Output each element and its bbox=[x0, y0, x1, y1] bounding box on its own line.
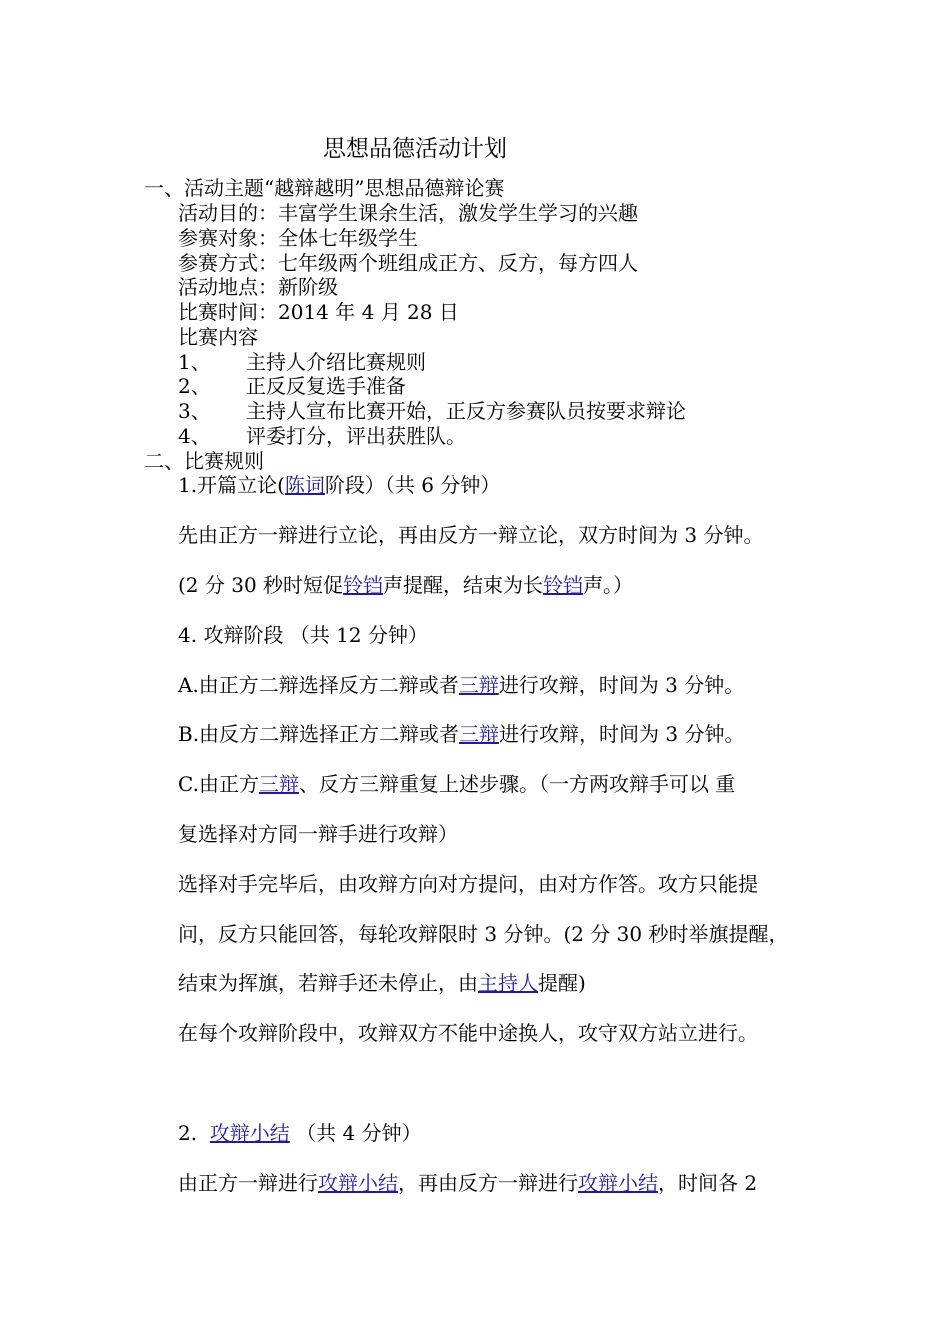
competition-format: 参赛方式：七年级两个班组成正方、反方，每方四人 bbox=[178, 251, 638, 275]
summary-suffix: （共 4 分钟） bbox=[289, 1121, 422, 1145]
link-third-debater[interactable]: 三辩 bbox=[459, 722, 500, 746]
content-heading: 比赛内容 bbox=[178, 325, 258, 349]
attack-rule-a bbox=[178, 672, 744, 698]
rule-text: 、反方三辩重复上述步骤。（一方两攻辩手可以 重 bbox=[298, 772, 736, 796]
summary-paragraph bbox=[178, 1170, 757, 1196]
rule-text: 进行攻辩，时间为 3 分钟。 bbox=[498, 673, 745, 697]
link-third-debater[interactable]: 三辩 bbox=[258, 772, 299, 796]
rule-text: 提醒) bbox=[538, 971, 586, 995]
rule-text: 结束为挥旗，若辩手还未停止，由 bbox=[178, 971, 478, 995]
bell-note-text: 声提醒，结束为长 bbox=[383, 573, 544, 597]
rule-text: A.由正方二辩选择反方二辩或者 bbox=[178, 673, 459, 697]
rule-text: ，再由反方一辩进行 bbox=[398, 1171, 578, 1195]
list-item-number: 1、 bbox=[178, 350, 211, 374]
rule-text: B.由反方二辩选择正方二辩或者 bbox=[178, 722, 460, 746]
list-item-text: 主持人介绍比赛规则 bbox=[246, 350, 426, 374]
attack-heading: 4. 攻辩阶段 （共 12 分钟） bbox=[178, 623, 428, 647]
opening-prefix: 1.开篇立论( bbox=[178, 473, 285, 497]
summary-number: 2. bbox=[178, 1121, 210, 1145]
link-chenci[interactable]: 陈词 bbox=[284, 473, 325, 497]
link-bell[interactable]: 铃铛 bbox=[343, 573, 384, 597]
list-item bbox=[178, 423, 466, 449]
rule-text: ，时间各 2 bbox=[658, 1171, 758, 1195]
list-item bbox=[178, 398, 686, 424]
list-item-text: 主持人宣布比赛开始，正反方参赛队员按要求辩论 bbox=[246, 399, 686, 423]
summary-heading bbox=[178, 1120, 422, 1146]
activity-location: 活动地点：新阶级 bbox=[178, 275, 338, 299]
attack-rule-c-cont: 复选择对方同一辩手进行攻辩） bbox=[178, 822, 458, 846]
opening-paragraph: 先由正方一辩进行立论，再由反方一辩立论，双方时间为 3 分钟。 bbox=[178, 523, 764, 547]
list-item-text: 正反反复选手准备 bbox=[246, 374, 406, 398]
link-bell[interactable]: 铃铛 bbox=[543, 573, 584, 597]
section1-heading: 一、活动主题“越辩越明”思想品德辩论赛 bbox=[144, 176, 505, 200]
bell-note-text: (2 分 30 秒时短促 bbox=[178, 573, 344, 597]
list-item bbox=[178, 349, 426, 375]
link-attack-summary[interactable]: 攻辩小结 bbox=[209, 1121, 290, 1145]
attack-paragraph-line bbox=[178, 970, 586, 996]
opening-suffix: 阶段）（共 6 分钟） bbox=[324, 473, 501, 497]
participants: 参赛对象：全体七年级学生 bbox=[178, 226, 418, 250]
rule-text: C.由正方 bbox=[178, 772, 259, 796]
list-item-text: 评委打分，评出获胜队。 bbox=[246, 424, 466, 448]
list-item-number: 2、 bbox=[178, 374, 211, 398]
link-attack-summary[interactable]: 攻辩小结 bbox=[578, 1171, 658, 1195]
attack-paragraph-2: 在每个攻辩阶段中，攻辩双方不能中途换人，攻守双方站立进行。 bbox=[178, 1021, 758, 1045]
attack-rule-b bbox=[178, 721, 745, 747]
rule-text: 由正方一辩进行 bbox=[178, 1171, 318, 1195]
list-item-number: 3、 bbox=[178, 399, 211, 423]
activity-purpose: 活动目的：丰富学生课余生活，激发学生学习的兴趣 bbox=[178, 201, 638, 225]
attack-rule-c bbox=[178, 771, 735, 797]
link-third-debater[interactable]: 三辩 bbox=[458, 673, 499, 697]
attack-paragraph-line: 问，反方只能回答，每轮攻辩限时 3 分钟。(2 分 30 秒时举旗提醒， bbox=[178, 922, 789, 946]
opening-heading bbox=[178, 472, 500, 498]
document-title: 思想品德活动计划 bbox=[323, 136, 507, 162]
competition-time: 比赛时间：2014 年 4 月 28 日 bbox=[178, 300, 459, 324]
opening-bell-note bbox=[178, 572, 633, 598]
section2-heading: 二、比赛规则 bbox=[144, 449, 264, 473]
list-item-number: 4、 bbox=[178, 424, 211, 448]
attack-paragraph-line: 选择对手完毕后，由攻辩方向对方提问，由对方作答。攻方只能提 bbox=[178, 872, 758, 896]
rule-text: 进行攻辩，时间为 3 分钟。 bbox=[499, 722, 745, 746]
link-host[interactable]: 主持人 bbox=[478, 971, 538, 995]
bell-note-text: 声。） bbox=[583, 573, 634, 597]
list-item bbox=[178, 373, 406, 399]
link-attack-summary[interactable]: 攻辩小结 bbox=[318, 1171, 398, 1195]
